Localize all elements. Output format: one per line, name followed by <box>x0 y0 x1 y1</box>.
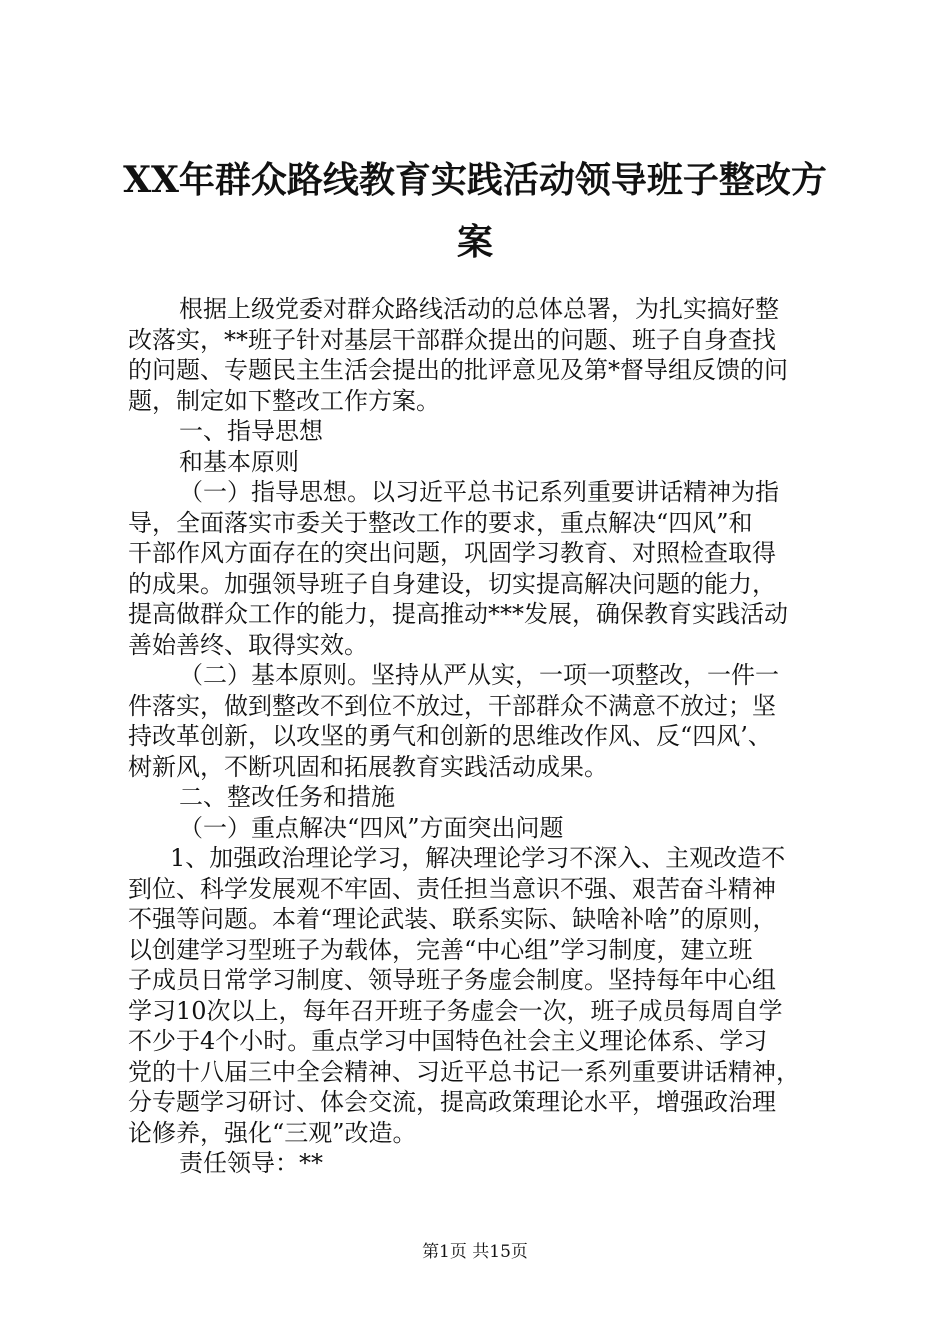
body-line: 学习10次以上，每年召开班子务虚会一次，班子成员每周自学 <box>128 996 783 1025</box>
body-line: 善始善终、取得实效。 <box>128 630 368 659</box>
body-line: 党的十八届三中全会精神、习近平总书记一系列重要讲话精神， <box>128 1057 800 1086</box>
body-line: 不强等问题。本着“理论武装、联系实际、缺啥补啥”的原则， <box>128 905 777 933</box>
page-footer: 第1页 共15页 <box>422 1242 528 1262</box>
document-body <box>128 294 828 1179</box>
body-line: 不少于4个小时。重点学习中国特色社会主义理论体系、学习 <box>128 1027 768 1055</box>
body-line: 根据上级党委对群众路线活动的总体总署，为扎实搞好整 <box>179 295 779 323</box>
document-title-line1: XX年群众路线教育实践活动领导班子整改方 <box>123 159 827 201</box>
body-line: 树新风，不断巩固和拓展教育实践活动成果。 <box>128 752 608 781</box>
document-title-line2: 案 <box>456 221 493 263</box>
body-line: 子成员日常学习制度、领导班子务虚会制度。坚持每年中心组 <box>128 966 776 994</box>
subsection-heading: （一）重点解决“四风”方面突出问题 <box>179 813 564 842</box>
body-line: 的成果。加强领导班子自身建设，切实提高解决问题的能力， <box>128 569 776 598</box>
body-line: 1、加强政治理论学习，解决理论学习不深入、主观改造不 <box>170 844 786 872</box>
body-line: 持改革创新，以攻坚的勇气和创新的思维改作风、反“四风’、 <box>128 722 772 750</box>
section-heading: 二、整改任务和措施 <box>179 783 395 811</box>
body-line: （一）指导思想。以习近平总书记系列重要讲话精神为指 <box>179 478 779 506</box>
body-line: 提高做群众工作的能力，提高推动***发展，确保教育实践活动 <box>128 600 788 628</box>
body-line: （二）基本原则。坚持从严从实，一项一项整改，一件一 <box>179 661 779 689</box>
body-line: 论修养，强化“三观”改造。 <box>128 1118 417 1147</box>
body-line: 干部作风方面存在的突出问题，巩固学习教育、对照检查取得 <box>128 539 776 567</box>
body-line: 的问题、专题民主生活会提出的批评意见及第*督导组反馈的问 <box>128 356 788 384</box>
body-line: 改落实，**班子针对基层干部群众提出的问题、班子自身查找 <box>128 325 776 354</box>
body-line: 件落实，做到整改不到位不放过，干部群众不满意不放过；坚 <box>128 691 776 720</box>
body-line: 导，全面落实市委关于整改工作的要求，重点解决“四风”和 <box>128 508 753 537</box>
responsible-leader: 责任领导：** <box>179 1149 323 1177</box>
body-line: 题，制定如下整改工作方案。 <box>128 386 440 415</box>
section-heading: 和基本原则 <box>179 447 299 476</box>
body-line: 到位、科学发展观不牢固、责任担当意识不强、艰苦奋斗精神 <box>128 874 776 903</box>
section-heading: 一、指导思想 <box>179 417 323 445</box>
body-line: 以创建学习型班子为载体，完善“中心组”学习制度，建立班 <box>128 935 753 964</box>
body-line: 分专题学习研讨、体会交流，提高政策理论水平，增强政治理 <box>128 1088 776 1116</box>
